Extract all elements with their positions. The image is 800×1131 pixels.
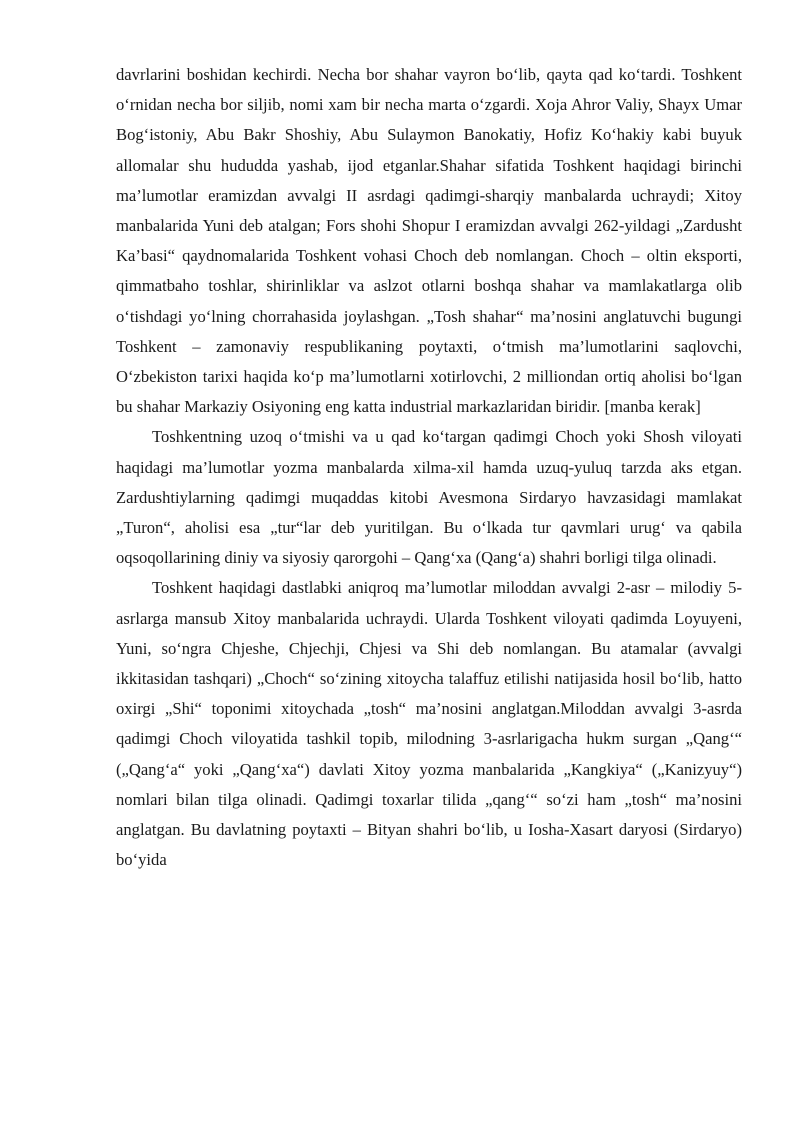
paragraph-3: Toshkent haqidagi dastlabki aniqroq ma’lumotlar miloddan avvalgi 2-asr – milodiy 5-asrlarga mansub Xitoy manbalarida uchraydi. Ularda Toshkent viloyati qadimda Loyuyeni, Yuni, so‘ngra Chjeshe, Chjechji, Chjesi va Shi deb nomlangan. Bu atamalar (avvalgi ikkitasidan tashqari) „Choch“ so‘zining xitoycha talaffuz etilishi natijasida hosil bo‘lib, hatto oxirgi „Shi“ toponimi xitoychada „tosh“ ma’nosini anglatgan.Miloddan avvalgi 3-asrda qadimgi Choch viloyatida tashkil topib, milodning 3-asrlarigacha hukm surgan „Qang‘“ („Qang‘a“ yoki „Qang‘xa“) davlati Xitoy yozma manbalarida „Kangkiya“ („Kanizyuy“) nomlari bilan tilga olinadi. Qadimgi toxarlar tilida „qang‘“ so‘zi ham „tosh“ ma’nosini anglatgan. Bu davlatning poytaxti – Bityan shahri bo‘lib, u Iosha-Xasart daryosi (Sirdaryo) bo‘yida <box>116 578 742 870</box>
document-page <box>116 60 742 875</box>
paragraph-2: Toshkentning uzoq o‘tmishi va u qad ko‘targan qadimgi Choch yoki Shosh viloyati haqidagi ma’lumotlar yozma manbalarda xilma-xil hamda uzuq-yuluq tarzda aks etgan. Zardushtiylarning qadimgi muqaddas kitobi Avesmona Sirdaryo havzasidagi mamlakat „Turon“, aholisi esa „tur“lar deb yuritilgan. Bu o‘lkada tur qavmlari urug‘ va qabila oqsoqollarining diniy va siyosiy qarorgohi – Qang‘xa (Qang‘a) shahri borligi tilga olinadi. <box>116 427 742 568</box>
paragraph-1: davrlarini boshidan kechirdi. Necha bor shahar vayron bo‘lib, qayta qad ko‘tardi. Toshkent o‘rnidan necha bor siljib, nomi xam bir necha marta o‘zgardi. Xoja Ahror Valiy, Shayx Umar Bog‘istoniy, Abu Bakr Shoshiy, Abu Sulaymon Banokatiy, Hofiz Ko‘hakiy kabi buyuk allomalar shu hududda yashab, ijod etganlar.Shahar sifatida Toshkent haqidagi birinchi ma’lumotlar eramizdan avvalgi II asrdagi qadimgi-sharqiy manbalarda uchraydi; Xitoy manbalarida Yuni deb atalgan; Fors shohi Shopur I eramizdan avvalgi 262-yildagi „Zardusht Ka’basi“ qaydnomalarida Toshkent vohasi Choch deb nomlangan. Choch – oltin eksporti, qimmatbaho toshlar, shirinliklar va aslzot otlarni boshqa shahar va mamlakatlarga olib o‘tishdagi yo‘lning chorrahasida joylashgan. „Tosh shahar“ ma’nosini anglatuvchi bugungi Toshkent – zamonaviy respublikaning poytaxti, o‘tmish ma’lumotlarini saqlovchi, O‘zbekiston tarixi haqida ko‘p ma’lumotlarni xotirlovchi, 2 milliondan ortiq aholisi bo‘lgan bu shahar Markaziy Osiyoning eng katta industrial markazlaridan biridir. [manba kerak] <box>116 65 742 417</box>
